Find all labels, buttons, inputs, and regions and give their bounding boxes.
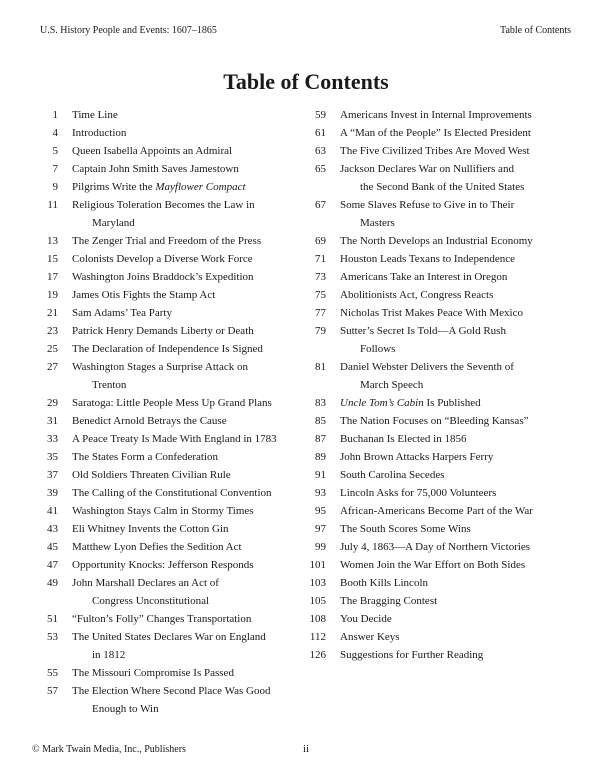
toc-entry-line: James Otis Fights the Stamp Act <box>72 289 216 301</box>
toc-entry-title <box>340 520 570 538</box>
toc-entry <box>32 682 300 718</box>
toc-page-number: 55 <box>47 667 58 679</box>
page-number: ii <box>302 743 310 755</box>
toc-entry-title <box>340 502 570 520</box>
toc-entry-line: The Election Where Second Place Was Good <box>72 685 271 697</box>
toc-page-number: 53 <box>47 631 58 643</box>
toc-entry-italic-title: Mayflower Compact <box>155 181 246 193</box>
toc-page-number: 57 <box>47 685 58 697</box>
toc-page-number: 49 <box>47 577 58 589</box>
toc-entry-line: Matthew Lyon Defies the Sedition Act <box>72 541 242 553</box>
toc-entry-title <box>340 412 570 430</box>
toc-page-number: 19 <box>47 289 58 301</box>
toc-page-number: 29 <box>47 397 58 409</box>
toc-entry-continuation: in 1812 <box>92 649 126 661</box>
toc-entry-line: Eli Whitney Invents the Cotton Gin <box>72 523 229 535</box>
running-header-left: U.S. History People and Events: 1607–1865 <box>40 25 217 36</box>
toc-entry-title <box>72 628 300 664</box>
toc-entry-line: Time Line <box>72 109 118 121</box>
toc-entry-line: Some Slaves Refuse to Give in to Their <box>340 199 515 211</box>
toc-entry-line: Benedict Arnold Betrays the Cause <box>72 415 227 427</box>
toc-entry-line: Patrick Henry Demands Liberty or Death <box>72 325 254 337</box>
toc-entry-line: “Fulton’s Folly” Changes Transportation <box>72 613 252 625</box>
toc-entry-title <box>340 538 570 556</box>
toc-right-column <box>300 106 570 664</box>
toc-page-number: 83 <box>315 397 326 409</box>
toc-entry <box>32 484 300 502</box>
toc-entry <box>32 232 300 250</box>
toc-entry <box>300 124 570 142</box>
toc-entry-title <box>340 430 570 448</box>
toc-entry <box>300 538 570 556</box>
toc-entry-line: Captain John Smith Saves Jamestown <box>72 163 239 175</box>
toc-entry-line: The Calling of the Constitutional Convention <box>72 487 272 499</box>
toc-entry-continuation: Maryland <box>92 217 135 229</box>
toc-entry <box>32 340 300 358</box>
toc-entry-title <box>340 322 570 358</box>
toc-entry-title <box>340 142 570 160</box>
toc-entry-line: Americans Invest in Internal Improvements <box>340 109 532 121</box>
toc-entry-title <box>72 196 300 232</box>
toc-entry-line: Suggestions for Further Reading <box>340 649 484 661</box>
toc-entry <box>32 466 300 484</box>
toc-page-number: 43 <box>47 523 58 535</box>
toc-entry <box>32 664 300 682</box>
toc-entry <box>32 628 300 664</box>
toc-page-number: 37 <box>47 469 58 481</box>
toc-entry-title <box>340 556 570 574</box>
toc-page-number: 63 <box>315 145 326 157</box>
toc-entry-title <box>72 232 300 250</box>
toc-entry-line: The Zenger Trial and Freedom of the Press <box>72 235 262 247</box>
toc-entry-title <box>72 664 300 682</box>
toc-page-number: 85 <box>315 415 326 427</box>
toc-entry <box>300 412 570 430</box>
toc-entry-title <box>72 682 300 718</box>
toc-entry-continuation: Follows <box>360 343 396 355</box>
toc-page-number: 97 <box>315 523 326 535</box>
toc-entry <box>300 106 570 124</box>
toc-entry-title <box>340 448 570 466</box>
toc-entry-title <box>72 250 300 268</box>
toc-page-number: 73 <box>315 271 326 283</box>
toc-entry-line: Lincoln Asks for 75,000 Volunteers <box>340 487 497 499</box>
toc-entry <box>32 124 300 142</box>
toc-entry <box>32 394 300 412</box>
toc-entry-line: Booth Kills Lincoln <box>340 577 428 589</box>
toc-entry-title <box>72 430 300 448</box>
toc-entry-line: The Declaration of Independence Is Signed <box>72 343 263 355</box>
toc-page-number: 35 <box>47 451 58 463</box>
toc-entry <box>32 142 300 160</box>
toc-entry <box>300 520 570 538</box>
toc-entry-title <box>340 484 570 502</box>
toc-page-number: 15 <box>47 253 58 265</box>
toc-entry-title <box>72 574 300 610</box>
toc-page-number: 112 <box>309 631 326 643</box>
toc-entry-title <box>340 628 570 646</box>
toc-entry-line: Americans Take an Interest in Oregon <box>340 271 508 283</box>
toc-entry-title <box>72 358 300 394</box>
toc-entry-title <box>72 142 300 160</box>
toc-entry <box>32 250 300 268</box>
toc-entry-title <box>340 592 570 610</box>
toc-entry-line: Old Soldiers Threaten Civilian Rule <box>72 469 231 481</box>
toc-entry-line: The Bragging Contest <box>340 595 438 607</box>
toc-entry-title <box>72 340 300 358</box>
toc-entry-title <box>72 466 300 484</box>
toc-entry <box>32 106 300 124</box>
toc-entry <box>32 322 300 340</box>
toc-entry-line: Religious Toleration Becomes the Law in <box>72 199 255 211</box>
toc-page-number: 103 <box>309 577 326 589</box>
toc-entry-title <box>340 394 570 412</box>
toc-entry <box>300 466 570 484</box>
toc-entry <box>32 502 300 520</box>
toc-entry-text: Is Published <box>423 397 481 409</box>
toc-entry <box>32 520 300 538</box>
toc-entry-line: Sam Adams’ Tea Party <box>72 307 172 319</box>
toc-entry-title <box>72 484 300 502</box>
toc-entry-line: July 4, 1863—A Day of Northern Victories <box>340 541 531 553</box>
toc-entry-title <box>72 502 300 520</box>
toc-entry <box>32 610 300 628</box>
toc-entry-title <box>72 268 300 286</box>
toc-entry-line: A Peace Treaty Is Made With England in 1783 <box>72 433 277 445</box>
toc-entry-line: John Brown Attacks Harpers Ferry <box>340 451 494 463</box>
toc-entry <box>300 484 570 502</box>
toc-entry <box>300 592 570 610</box>
toc-page-number: 17 <box>47 271 58 283</box>
toc-page-number: 95 <box>315 505 326 517</box>
toc-entry-title <box>340 196 570 232</box>
toc-page-number: 59 <box>315 109 326 121</box>
toc-entry-title <box>340 268 570 286</box>
toc-entry <box>32 286 300 304</box>
toc-entry-title <box>72 286 300 304</box>
toc-page-number: 87 <box>315 433 326 445</box>
toc-page-number: 93 <box>315 487 326 499</box>
toc-page-number: 75 <box>315 289 326 301</box>
toc-page-number: 1 <box>52 109 58 121</box>
toc-entry-line: The Missouri Compromise Is Passed <box>72 667 234 679</box>
toc-entry-line: The North Develops an Industrial Economy <box>340 235 533 247</box>
toc-page-number: 47 <box>47 559 58 571</box>
toc-entry-line: Houston Leads Texans to Independence <box>340 253 515 265</box>
toc-entry-title <box>340 106 570 124</box>
toc-page-number: 5 <box>52 145 58 157</box>
toc-entry-line: Daniel Webster Delivers the Seventh of <box>340 361 514 373</box>
toc-entry <box>32 178 300 196</box>
toc-entry-title <box>72 520 300 538</box>
toc-entry <box>300 268 570 286</box>
toc-entry-title <box>72 556 300 574</box>
toc-page-number: 9 <box>52 181 58 193</box>
toc-entry-title <box>72 412 300 430</box>
toc-page-number: 81 <box>315 361 326 373</box>
toc-entry-title <box>340 124 570 142</box>
toc-entry-title <box>72 178 300 196</box>
toc-entry-title <box>72 610 300 628</box>
toc-entry <box>300 574 570 592</box>
toc-page-number: 89 <box>315 451 326 463</box>
toc-entry <box>32 430 300 448</box>
toc-entry-title <box>72 394 300 412</box>
toc-entry-line: Sutter’s Secret Is Told—A Gold Rush <box>340 325 506 337</box>
toc-page-number: 39 <box>47 487 58 499</box>
toc-entry-line: Jackson Declares War on Nullifiers and <box>340 163 514 175</box>
toc-entry <box>300 430 570 448</box>
toc-page-number: 91 <box>315 469 326 481</box>
toc-entry <box>32 358 300 394</box>
toc-entry <box>300 646 570 664</box>
toc-entry-line: John Marshall Declares an Act of <box>72 577 219 589</box>
toc-entry-title <box>340 304 570 322</box>
toc-page-number: 21 <box>47 307 58 319</box>
toc-page-number: 23 <box>47 325 58 337</box>
toc-entry-line: Abolitionists Act, Congress Reacts <box>340 289 494 301</box>
toc-page-number: 71 <box>315 253 326 265</box>
toc-entry-line: Answer Keys <box>340 631 400 643</box>
toc-entry-continuation: March Speech <box>360 379 424 391</box>
toc-entry-title <box>340 250 570 268</box>
toc-entry <box>300 358 570 394</box>
toc-entry-line: The Five Civilized Tribes Are Moved West <box>340 145 530 157</box>
toc-entry <box>32 448 300 466</box>
toc-entry-line: Washington Stages a Surprise Attack on <box>72 361 249 373</box>
toc-page-number: 33 <box>47 433 58 445</box>
toc-entry-line: Queen Isabella Appoints an Admiral <box>72 145 233 157</box>
toc-entry-line: Washington Joins Braddock’s Expedition <box>72 271 254 283</box>
toc-entry <box>300 448 570 466</box>
toc-page-number: 45 <box>47 541 58 553</box>
toc-page-number: 67 <box>315 199 326 211</box>
toc-page-number: 51 <box>47 613 58 625</box>
toc-entry <box>300 196 570 232</box>
toc-page-number: 108 <box>309 613 326 625</box>
toc-page-number: 61 <box>315 127 326 139</box>
toc-page-number: 13 <box>47 235 58 247</box>
toc-entry-line: You Decide <box>340 613 392 625</box>
toc-entry-line: A “Man of the People” Is Elected President <box>340 127 531 139</box>
toc-page-number: 126 <box>309 649 326 661</box>
toc-page-number: 99 <box>315 541 326 553</box>
toc-entry <box>300 394 570 412</box>
toc-entry <box>300 322 570 358</box>
toc-entry-line: South Carolina Secedes <box>340 469 445 481</box>
toc-page-number: 27 <box>47 361 58 373</box>
toc-page-number: 31 <box>47 415 58 427</box>
toc-entry-text: Pilgrims Write the <box>72 181 156 193</box>
toc-entry <box>300 142 570 160</box>
toc-entry-title <box>340 646 570 664</box>
toc-entry <box>32 304 300 322</box>
toc-entry-line: The States Form a Confederation <box>72 451 219 463</box>
toc-entry <box>32 268 300 286</box>
toc-entry-line: Buchanan Is Elected in 1856 <box>340 433 467 445</box>
toc-entry-title <box>72 304 300 322</box>
toc-entry-title <box>340 466 570 484</box>
toc-page-number: 25 <box>47 343 58 355</box>
toc-entry-continuation: Congress Unconstitutional <box>92 595 210 607</box>
toc-entry-title <box>340 358 570 394</box>
toc-entry-title <box>72 322 300 340</box>
toc-entry-line: Colonists Develop a Diverse Work Force <box>72 253 253 265</box>
toc-entry <box>300 232 570 250</box>
publisher-credit: © Mark Twain Media, Inc., Publishers <box>32 744 186 755</box>
toc-entry-continuation: Trenton <box>92 379 127 391</box>
toc-page-number: 79 <box>315 325 326 337</box>
running-header-right: Table of Contents <box>500 25 571 36</box>
toc-entry-line: Introduction <box>72 127 127 139</box>
toc-entry <box>300 502 570 520</box>
toc-entry-title <box>340 232 570 250</box>
toc-entry-title <box>340 286 570 304</box>
toc-page-number: 105 <box>309 595 326 607</box>
toc-entry-continuation: Enough to Win <box>92 703 159 715</box>
toc-entry-line: The South Scores Some Wins <box>340 523 471 535</box>
page-title: Table of Contents <box>223 69 389 94</box>
toc-entry-continuation: the Second Bank of the United States <box>360 181 525 193</box>
toc-entry-line: The Nation Focuses on “Bleeding Kansas” <box>340 415 529 427</box>
toc-entry-continuation: Masters <box>360 217 395 229</box>
toc-entry <box>300 610 570 628</box>
toc-entry-title <box>340 610 570 628</box>
toc-page-number: 4 <box>52 127 58 139</box>
toc-entry-title <box>72 160 300 178</box>
toc-entry <box>32 538 300 556</box>
toc-page-number: 41 <box>47 505 58 517</box>
toc-entry <box>300 250 570 268</box>
toc-entry-title <box>72 124 300 142</box>
toc-entry <box>32 160 300 178</box>
toc-entry <box>32 574 300 610</box>
toc-entry-italic-title: Uncle Tom’s Cabin <box>340 397 424 409</box>
toc-entry-title <box>72 448 300 466</box>
toc-entry-line: The United States Declares War on England <box>72 631 266 643</box>
toc-entry-line: African-Americans Become Part of the War <box>340 505 533 517</box>
toc-entry-title <box>72 538 300 556</box>
toc-entry-title <box>340 574 570 592</box>
toc-entry-line: Women Join the War Effort on Both Sides <box>340 559 526 571</box>
toc-left-column <box>32 106 300 718</box>
toc-entry <box>300 556 570 574</box>
toc-entry-line: Opportunity Knocks: Jefferson Responds <box>72 559 254 571</box>
toc-page-number: 7 <box>52 163 58 175</box>
toc-entry-line: Washington Stays Calm in Stormy Times <box>72 505 254 517</box>
toc-page-number: 101 <box>309 559 326 571</box>
toc-entry <box>300 286 570 304</box>
toc-page-number: 69 <box>315 235 326 247</box>
toc-entry-line: Saratoga: Little People Mess Up Grand Plans <box>72 397 272 409</box>
toc-entry <box>300 160 570 196</box>
toc-entry <box>300 628 570 646</box>
toc-entry-title <box>340 160 570 196</box>
toc-entry <box>32 196 300 232</box>
toc-page-number: 11 <box>47 199 58 211</box>
toc-entry <box>32 412 300 430</box>
toc-entry-title <box>72 106 300 124</box>
toc-page-number: 65 <box>315 163 326 175</box>
toc-page-number: 77 <box>315 307 326 319</box>
toc-entry <box>300 304 570 322</box>
toc-entry-line: Nicholas Trist Makes Peace With Mexico <box>340 307 523 319</box>
toc-entry <box>32 556 300 574</box>
